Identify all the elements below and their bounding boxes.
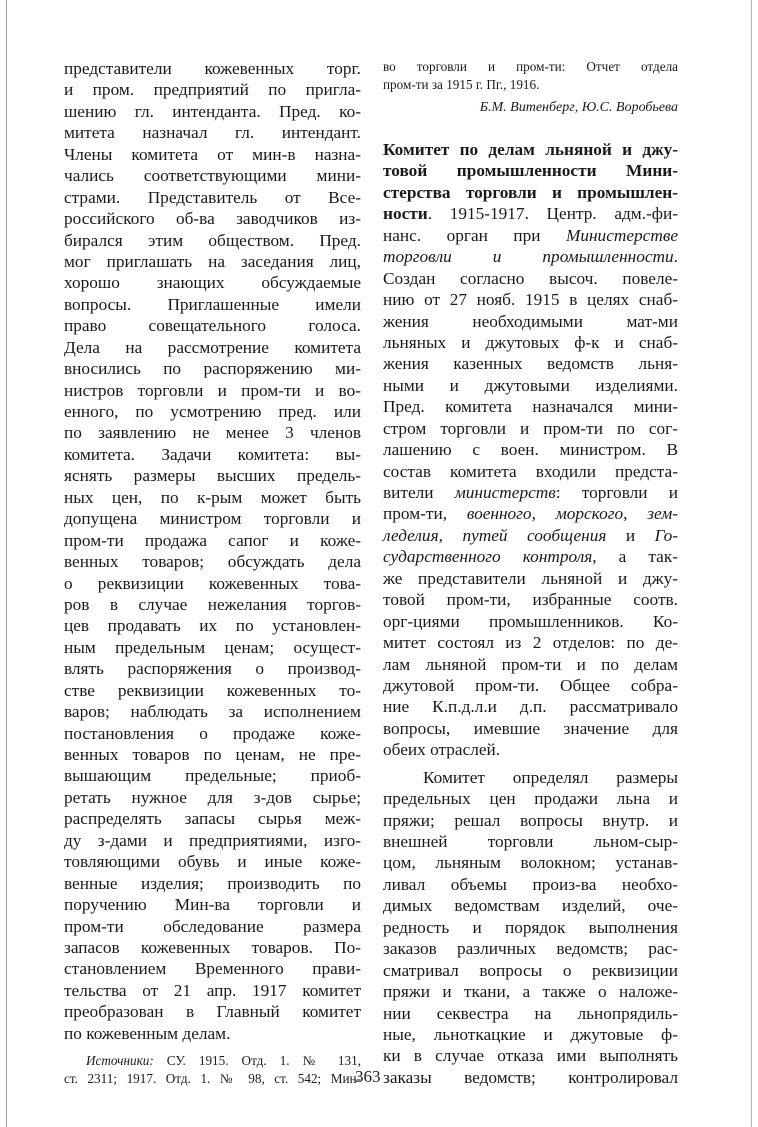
body-line: ным предельным ценам; осущест-	[64, 637, 361, 657]
entry-xref: морского	[555, 504, 624, 524]
entry-paragraph-2	[383, 767, 678, 1089]
left-column-body	[64, 58, 361, 1044]
entry-text: .	[673, 247, 678, 267]
body-line: Дела на рассмотрение комитета	[64, 337, 361, 357]
entry-line: нию от 27 нояб. 1915 в целях снаб-	[383, 290, 678, 310]
entry-text: пром-ти,	[383, 504, 467, 524]
entry-xref: торговли и промышленности	[383, 247, 674, 267]
body-line: яснять размеры высших предель-	[64, 466, 361, 486]
entry-line: сматривал вопросы о реквизиции	[383, 960, 678, 980]
entry-line: джутовой пром-ти. Общее собра-	[383, 675, 678, 695]
page-number: 363	[355, 1067, 381, 1086]
entry-text: , а так-	[592, 547, 679, 567]
entry-line: льняных и джутовых ф-к и снаб-	[383, 332, 678, 352]
body-line: по заявлению не менее 3 членов	[64, 423, 361, 443]
body-line: и пром. предприятий по пригла-	[64, 80, 361, 100]
entry-line	[383, 225, 678, 246]
body-line: становлением Временного прави-	[64, 959, 361, 979]
body-line: пром-ти продажа сапог и коже-	[64, 530, 361, 550]
entry-line: нии секвестра на льнопрядиль-	[383, 1003, 678, 1023]
entry-line: жения необходимыми мат-ми	[383, 311, 678, 331]
entry-line	[383, 246, 678, 267]
entry-text: ,	[531, 504, 556, 524]
entry-text: . 1915-1917. Центр. адм.-фи-	[427, 204, 678, 224]
entry-line: жения казенных ведомств льня-	[383, 354, 678, 374]
entry-line: стром торговли и пром-ти по сог-	[383, 418, 678, 438]
body-line: постановления о продаже коже-	[64, 723, 361, 743]
right-column	[383, 58, 678, 1088]
body-line: венных товаров по ценам, не пре-	[64, 745, 361, 764]
entry-line: Пред. комитета назначался мини-	[383, 397, 678, 417]
body-line: вопросы. Приглашенные имели	[64, 294, 361, 314]
entry-line: ки в случае отказа ими выполнять	[383, 1046, 678, 1066]
entry-text: ,	[438, 525, 463, 545]
body-line: поручению Мин-ва торговли и	[64, 895, 361, 915]
body-line: запасов кожевенных товаров. По-	[64, 937, 361, 957]
entry-line: лам льняной пром-ти и по делам	[383, 654, 678, 674]
sources-line: ст. 2311; 1917. Отд. 1. № 98, ст. 542; Мин-	[64, 1070, 361, 1086]
body-line: шению гл. интенданта. Пред. ко-	[64, 101, 361, 121]
body-line: о реквизиции кожевенных това-	[64, 573, 361, 593]
body-line: тельства от 21 апр. 1917 комитет	[64, 980, 361, 1000]
sources-text: СУ. 1915. Отд. 1. № 131,	[153, 1053, 361, 1069]
body-line: преобразован в Главный комитет	[64, 1002, 361, 1022]
entry-xref: военного	[466, 504, 532, 524]
body-line: бирался этим обществом. Пред.	[64, 230, 361, 250]
entry-xref: Министерстве	[565, 225, 678, 245]
entry-line: ние К.п.д.л.и д.п. рассматривало	[383, 697, 678, 717]
body-line: ретать нужное для з-дов сырье;	[64, 787, 361, 807]
body-line: вышающим предельные; приоб-	[64, 766, 361, 786]
body-line: венных товаров; обсуждать дела	[64, 552, 361, 572]
body-line: представители кожевенных торг.	[64, 59, 361, 78]
entry-line: же представители льняной и джу-	[383, 568, 678, 588]
entry-title-line: Комитет по делам льняной и джу-	[383, 140, 678, 159]
body-line: хорошо знающих обсуждаемые	[64, 273, 361, 293]
body-line: енного, по усмотрению пред. или	[64, 402, 361, 421]
sources-line	[64, 1052, 361, 1070]
entry-line: редность и порядок выполнения	[383, 917, 678, 937]
body-line: вносились по распоряжению ми-	[64, 359, 361, 379]
body-line: митета назначал гл. интендант.	[64, 123, 361, 143]
entry-line: заказы ведомств; контролировал	[383, 1067, 678, 1087]
entry-line: состав комитета входили предста-	[383, 461, 678, 481]
entry-xref: путей сообщения	[462, 525, 607, 545]
body-line: российского об-ва заводчиков из-	[64, 209, 361, 229]
entry-line: товой пром-ти, избранные соотв.	[383, 590, 678, 610]
entry-title-line: стерства торговли и промышлен-	[383, 182, 678, 202]
entry-line: пряжи; решал вопросы внутр. и	[383, 810, 678, 830]
entry-line: цом, льняным волокном; устанав-	[383, 853, 678, 873]
body-line: ных цен, по к-рым может быть	[64, 487, 361, 507]
body-line: варов; наблюдать за исполнением	[64, 702, 361, 722]
entry-text: : торговли и	[555, 483, 678, 502]
entry-line: вопросы, имевшие значение для	[383, 718, 678, 738]
entry-line: заказов различных ведомств; рас-	[383, 939, 678, 959]
entry-body	[383, 268, 678, 482]
entry-line: димых ведомствам изделий, оче-	[383, 896, 678, 916]
body-line: цев продавать их по установлен-	[64, 616, 361, 636]
body-line: ду з-дами и предприятиями, изго-	[64, 830, 361, 850]
sources-line: пром-ти за 1915 г. Пг., 1916.	[383, 76, 540, 92]
entry-line: ные, льноткацкие и джутовые ф-	[383, 1024, 678, 1044]
body-line: пром-ти обследование размера	[64, 916, 361, 936]
body-line: товляющими обувь и иные коже-	[64, 852, 361, 872]
sources-line: во торговли и пром-ти: Отчет отдела	[383, 59, 678, 74]
entry-line	[383, 203, 678, 224]
entry-text: и	[606, 525, 655, 545]
entry-body	[383, 568, 678, 761]
scan-edge-right	[751, 0, 752, 1127]
entry-line: обеих отраслей.	[383, 740, 501, 760]
body-line: страми. Представитель от Все-	[64, 187, 361, 207]
entry-text: нанс. орган при	[383, 225, 566, 245]
body-line: по кожевенным делам.	[64, 1023, 231, 1043]
entry-xref: сударственного контроля	[383, 547, 593, 567]
entry-line: ными и джутовыми изделиями.	[383, 375, 678, 395]
entry-xref: леделия	[383, 525, 439, 545]
sources-block	[64, 1052, 361, 1087]
entry-line	[383, 525, 678, 546]
entry-line	[383, 482, 678, 503]
body-line: допущена министром торговли и	[64, 509, 361, 529]
entry-line	[383, 546, 678, 567]
body-line: нистров торговли и пром-ти и во-	[64, 380, 361, 400]
entry-line: Создан согласно высоч. повеле-	[383, 268, 678, 288]
body-line: право совещательного голоса.	[64, 316, 361, 336]
left-column	[64, 58, 361, 1087]
entry-text: ,	[623, 504, 648, 524]
entry-line: Комитет определял размеры	[423, 767, 678, 787]
entry-title-line: ности	[383, 204, 428, 224]
entry-xref: зем-	[647, 504, 678, 524]
article-authors: Б.М. Витенберг, Ю.С. Воробьева	[479, 100, 678, 115]
entry-line: лашению с воен. министром. В	[383, 440, 678, 460]
entry-line: пряжи и ткани, а также о наложе-	[383, 982, 678, 1002]
sources-label: Источники:	[86, 1053, 154, 1069]
body-line: Члены комитета от мин-в назна-	[64, 144, 361, 164]
entry-line: орг-циями промышленников. Ко-	[383, 611, 678, 631]
body-line: чались соответствующими мини-	[64, 166, 361, 186]
entry-title-line: товой промышленности Мини-	[383, 161, 678, 181]
body-line: мог приглашать на заседания лиц,	[64, 251, 361, 271]
entry-line	[383, 503, 678, 524]
entry-xref: министерств	[454, 483, 556, 502]
sources-continued	[383, 58, 678, 93]
body-line: венные изделия; производить по	[64, 873, 361, 893]
entry-line: внешней торговли льном-сыр-	[383, 832, 678, 851]
entry-line: ливал объемы произ-ва необхо-	[383, 874, 678, 894]
entry-line: предельных цен продажи льна и	[383, 789, 678, 809]
body-line: стве реквизиции кожевенных то-	[64, 680, 361, 700]
body-line: комитета. Задачи комитета: вы-	[64, 444, 361, 464]
scan-edge-left	[6, 0, 7, 1127]
body-line: распределять запасы сырья меж-	[64, 809, 361, 829]
entry-text: вители	[383, 483, 455, 502]
entry-xref: Го-	[654, 525, 679, 545]
body-line: ров в случае нежелания торгов-	[64, 594, 361, 614]
entry-line: митет состоял из 2 отделов: по де-	[383, 633, 678, 653]
entry-article	[383, 139, 678, 1088]
body-line: влять распоряжения о производ-	[64, 659, 361, 679]
